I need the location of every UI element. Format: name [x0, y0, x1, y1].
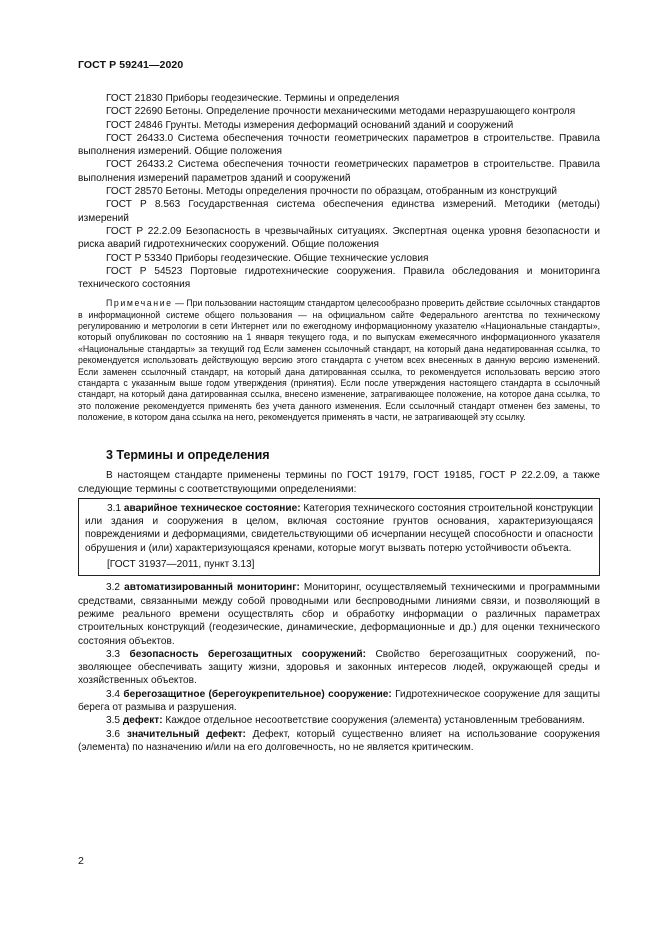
term-definition: Гидротехническое сооружение для защиты берега от размыва и разрушения. [78, 688, 600, 713]
term-definition: Дефект, который существенно влияет на использование сооружения (элемента) по назначению и/или на его долговечность, но не является критическим. [78, 728, 600, 753]
terms-list [78, 581, 600, 754]
reference-item: ГОСТ Р 8.563 Государственная система обеспечения единства измерений. Методики (методы) измерений [78, 199, 600, 224]
term-name: берегозащитное (берегоукрепительное) сооружение: [123, 688, 392, 700]
note-label: Примечание [106, 298, 173, 309]
term-definition: Категория технического состояния строительной конструкции или здания и сооружения в целом, включая состояние грунтов основания, характеризующаяся повреждениями и деформациями, свидетельствующими об исчерпании несущей способности и опасности обрушения и (или) характеризующаяся кренами, которые могут вызвать потерю устойчивости объекта. [85, 502, 594, 554]
term-definition: Свойство берегозащитных сооружений, позволяющее обеспечивать защиту жизни, здоровья и законных интересов людей, окружающей среды и хозяйственных объектов. [78, 648, 600, 687]
term-number: 3.2 [106, 582, 121, 594]
term-definition: Каждое отдельное несоответствие сооружения (элемента) установленным требованиям. [165, 715, 585, 727]
normative-references-list [78, 92, 600, 291]
term-name: аварийное техническое состояние: [123, 502, 301, 514]
reference-item: ГОСТ 26433.0 Система обеспечения точности геометрических параметров в строительстве. Правила выполнения измерений. Общие положения [78, 132, 600, 158]
term-item [78, 714, 600, 727]
note-block [78, 298, 600, 423]
term-name: безопасность берегозащитных сооружений: [129, 648, 366, 660]
reference-item: ГОСТ 21830 Приборы геодезические. Термины и определения [106, 93, 400, 104]
section-title: 3 Термины и определения [106, 448, 270, 463]
term-number: 3.5 [106, 715, 121, 727]
term-source: [ГОСТ 31937—2011, пункт 3.13] [107, 559, 255, 571]
section-intro: В настоящем стандарте применены термины по ГОСТ 19179, ГОСТ 19185, ГОСТ Р 22.2.09, а также следующие термины с соответствующими определениями: [78, 470, 600, 495]
term-item [78, 648, 600, 688]
reference-item: ГОСТ Р 22.2.09 Безопасность в чрезвычайных ситуациях. Экспертная оценка уровня безопасности и риска аварий гидротехнических сооружений. Общие положения [78, 225, 600, 251]
term-number: 3.4 [106, 688, 121, 700]
term-number: 3.3 [106, 648, 121, 660]
note-text: — При пользовании настоящим стандартом целесообразно проверить действие ссылочных стандартов в информационной системе общего пользования — на официальном сайте Федерального агентства по техническому регулированию и метрологии в сети Интернет или по ежегодному информационному указателю «Национальные стандарты», который опубликован по состоянию на 1 января текущего года, и по выпускам ежемесячного информационного указателя «Национальные стандарты» за текущий год Если заменен ссылочный стандарт, на который дана недатированная ссылка, то рекомендуется использовать действующую версию этого стандарта с учетом всех внесенных в данную версию изменений. Если заменен ссылочный стандарт, на который дана датированная ссылка, то рекомендуется использовать версию этого стандарта с указанным выше годом утверждения (принятия). Если после утверждения настоящего стандарта в ссылочный стандарт, на который дана датированная ссылка, внесено изменение, затрагивающее положение, на которое дана ссылка, то это положение рекомендуется применять без учета данного изменения. Если ссылочный стандарт отменен без замены, то положение, в котором дана ссылка на него, рекомендуется применять в части, не затрагивающей эту ссылку. [78, 298, 600, 422]
reference-item: ГОСТ Р 54523 Портовые гидротехнические сооружения. Правила обследования и мониторинга технического состояния [78, 265, 600, 291]
term-name: автоматизированный мониторинг: [124, 582, 300, 594]
term-definition: Мониторинг, осуществляемый техническими и программными средствами, связанными между собой проводными или беспроводными линиями связи, и позволяющий в режиме реального времени осуществлять сбор и обработку информации о различных параметрах строительных конструкций (геодезические, динамические, деформационные и др.) для оценки технического состояния объектов. [78, 582, 601, 647]
document-body [78, 92, 600, 754]
term-number: 3.1 [107, 502, 122, 514]
reference-item: ГОСТ 22690 Бетоны. Определение прочности механическими методами неразрушающего контроля [106, 106, 576, 118]
page-number: 2 [78, 855, 84, 867]
term-item [78, 728, 600, 755]
page-header: ГОСТ Р 59241—2020 [78, 59, 184, 71]
reference-item: ГОСТ 26433.2 Система обеспечения точности геометрических параметров в строительстве. Правила выполнения измерений параметров зданий и сооружений [78, 159, 600, 184]
boxed-term-definition [78, 498, 600, 576]
reference-item: ГОСТ 28570 Бетоны. Методы определения прочности по образцам, отобранным из конструкций [106, 186, 558, 198]
term-item [78, 581, 600, 647]
term-item [78, 688, 600, 715]
term-number: 3.6 [106, 728, 121, 740]
term-name: дефект: [122, 715, 163, 727]
reference-item: ГОСТ Р 53340 Приборы геодезические. Общие технические условия [106, 252, 429, 264]
reference-item: ГОСТ 24846 Грунты. Методы измерения деформаций оснований зданий и сооружений [106, 119, 514, 131]
term-name: значительный дефект: [126, 728, 246, 740]
